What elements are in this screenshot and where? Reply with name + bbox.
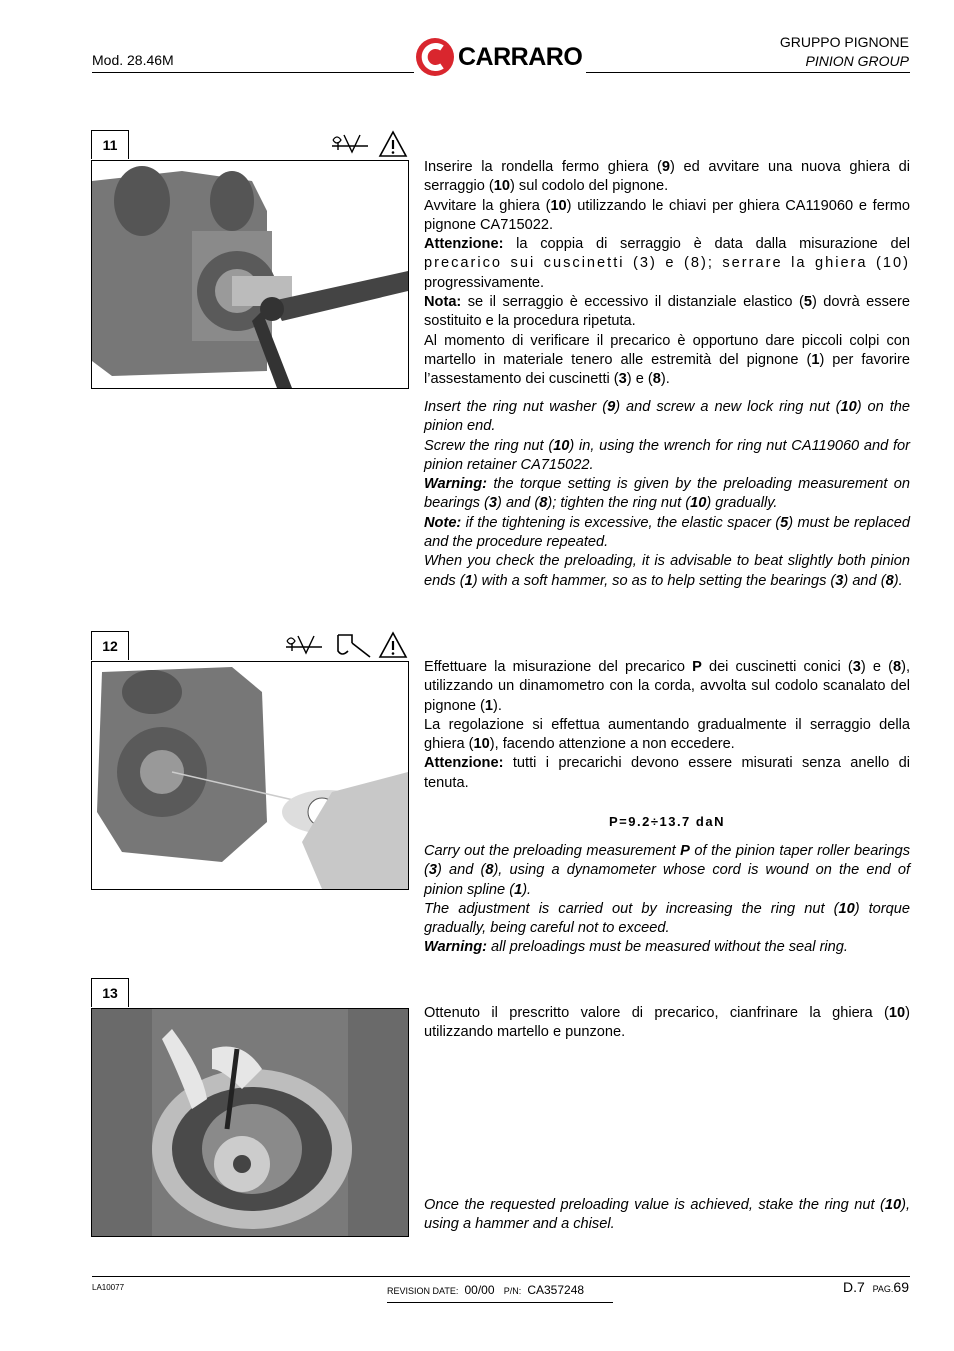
figure-12-photo — [91, 661, 409, 890]
figure-13-photo — [91, 1008, 409, 1237]
revision-info: REVISION DATE: 00/00 P/N: CA357248 — [387, 1283, 585, 1297]
torque-wrench-icon — [284, 631, 324, 657]
figure-11-number: 11 — [91, 130, 129, 159]
warning-triangle-icon — [378, 631, 408, 659]
step-11-text-it: Inserire la rondella fermo ghiera (9) ed avvitare una nuova ghiera di serraggio (10) sul codolo del pignone. Avvitare la ghiera (10) utilizzando le chiavi per ghiera CA119060 e fermo pignone CA715022. Attenzione: la coppia di serraggio è data dalla misurazione del precarico sui cuscinetti (3) e (8); serrare la ghiera (10) progressivamente. Nota: se il serraggio è eccessivo il distanziale elastico (5) dovrà essere sostituito e la procedura ripetuta. Al momento di verificare il precarico è opportuno dare piccoli colpi con martello in materiale tenero alle estremità del pignone (1) per favorire l’assestamento dei cuscinetti (3) e (8). — [424, 159, 910, 388]
figure-12-illustration — [92, 662, 408, 889]
step-12-text-it: Effettuare la misurazione del precarico P dei cuscinetti conici (3) e (8), utilizzando un dinamometro con la corda, avvolta sul codolo scanalato del pignone (1). La regolazione si effettua aumentando gradualmente il serraggio della ghiera (10), facendo attenzione a non eccedere. Attenzione: tutti i precarichi devono essere misurati senza anello di tenuta. — [424, 659, 910, 791]
carraro-logo-mark-icon — [414, 36, 456, 78]
note-label-en: Note: — [424, 514, 462, 531]
carraro-logo — [414, 36, 586, 78]
section-title-en: PINION GROUP — [805, 53, 909, 69]
figure-13-illustration — [92, 1009, 408, 1236]
header-rule-left — [92, 72, 414, 73]
brand-name: CARRARO — [458, 43, 583, 71]
warning-label: Warning: — [424, 476, 487, 493]
figure-12-icons — [284, 631, 410, 661]
warning-triangle-icon — [378, 130, 408, 158]
note-label: Nota: — [424, 294, 462, 311]
warning-label-12: Warning: — [424, 939, 487, 956]
figure-11-icons — [330, 130, 410, 160]
header-rule-right — [586, 72, 910, 73]
step-12-text-en: Carry out the preloading measurement P of the pinion taper roller bearings (3) and (8), using a dynamometer whose cord is wound on the end of pinion spline (1). The adjustment is carried out by increasing the ring nut (10) torque gradually, being careful not to exceed. Warning: all preloadings must be measured without the seal ring. — [424, 843, 911, 956]
step-11-text-en: Insert the ring nut washer (9) and screw a new lock ring nut (10) on the pinion end. Screw the ring nut (10) in, using the wrench for ring nut CA119060 and for pinion retainer CA715022. Warning: the torque setting is given by the preloading measurement on bearings (3) and (8); tighten the ring nut (10) gradually. Note: if the tightening is excessive, the elastic spacer (5) must be replaced and the procedure repeated. When you check the preloading, it is advisable to beat slightly both pinion ends (1) with a soft hammer, so as to help setting the bearings (3) and (8). — [424, 399, 910, 589]
attention-label-12: Attenzione: — [424, 755, 504, 772]
figure-11-illustration — [92, 161, 408, 388]
revision-rule — [387, 1302, 613, 1303]
section-title-it: GRUPPO PIGNONE — [779, 34, 909, 50]
attention-label: Attenzione: — [424, 236, 504, 253]
page-number: D.7 PAG.69 — [843, 1279, 909, 1295]
preload-formula: P=9.2÷13.7 daN — [609, 814, 725, 829]
footer-rule — [92, 1276, 910, 1277]
doc-code: LA10077 — [92, 1283, 125, 1292]
torque-wrench-icon — [330, 130, 370, 156]
model-label: Mod. 28.46M — [92, 52, 174, 68]
step-13-text-it: Ottenuto il prescritto valore di precarico, cianfrinare la ghiera (10) utilizzando martello e punzone. — [424, 1005, 910, 1041]
step-13-text-en: Once the requested preloading value is achieved, stake the ring nut (10), using a hammer and a chisel. — [424, 1197, 910, 1233]
section-title — [780, 33, 909, 71]
figure-13-number: 13 — [91, 978, 129, 1007]
figure-11-photo — [91, 160, 409, 389]
dynamometer-icon — [332, 631, 372, 659]
figure-12-number: 12 — [91, 631, 129, 660]
